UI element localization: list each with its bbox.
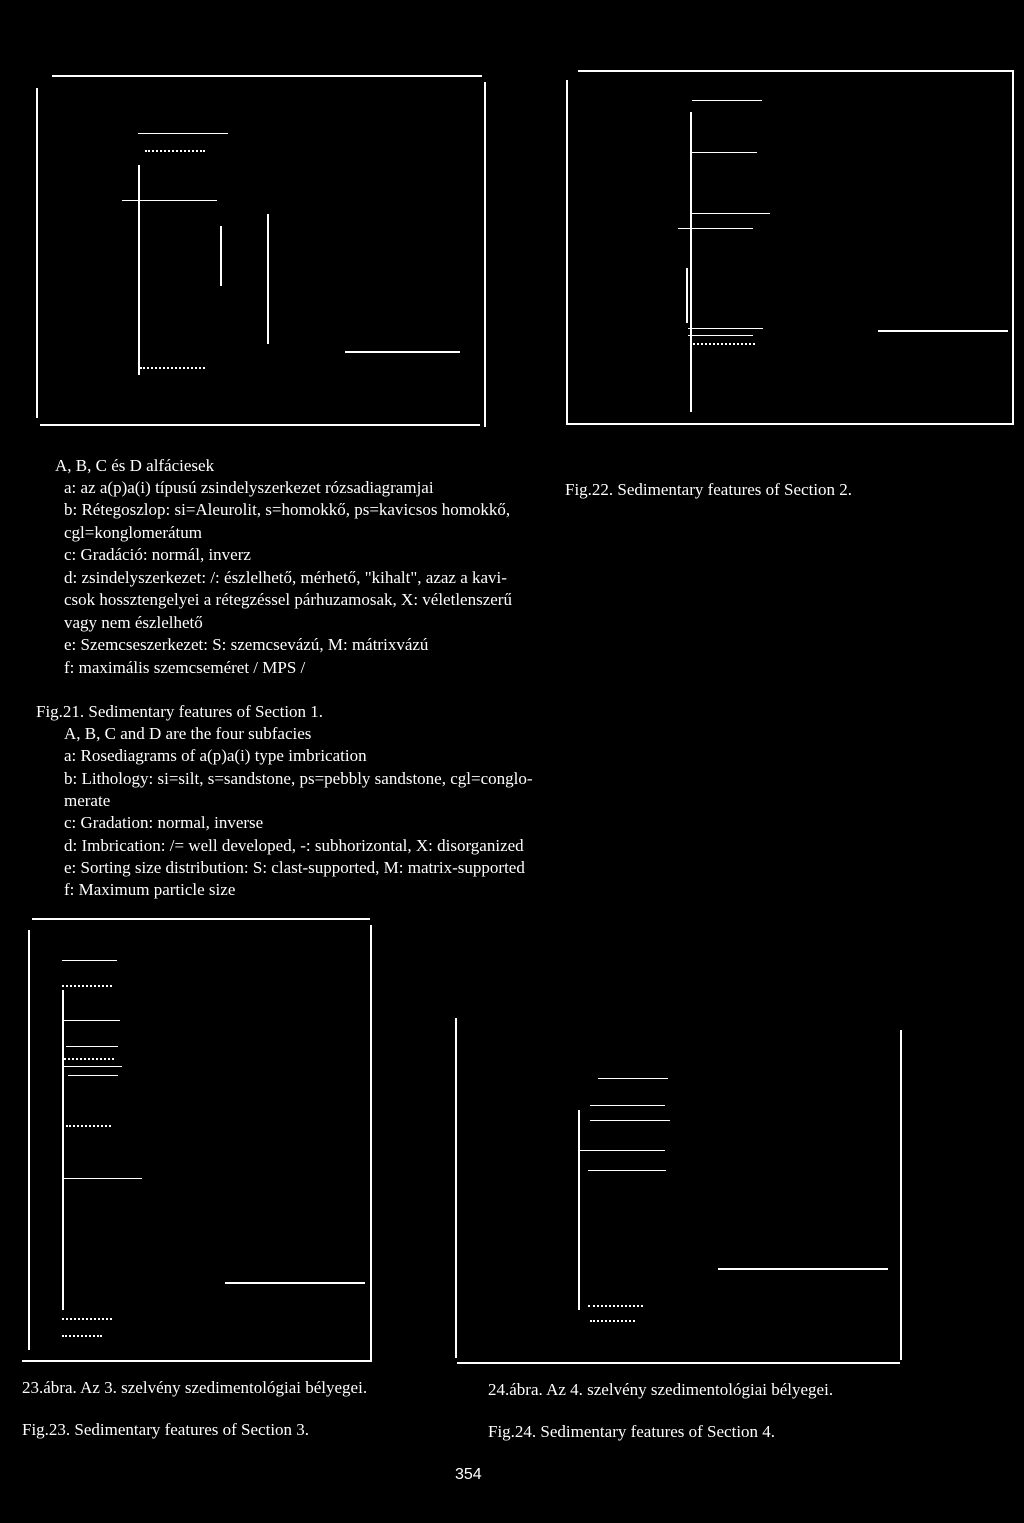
page-number: 354 bbox=[455, 1466, 482, 1483]
fig24-caption-hu: 24.ábra. Az 4. szelvény szedimentológiai bélyegei. bbox=[488, 1380, 834, 1399]
en-legend-title: Fig.21. Sedimentary features of Section 1. bbox=[36, 702, 324, 721]
en-legend-line-c: c: Gradation: normal, inverse bbox=[64, 813, 264, 832]
fig24-caption-en: Fig.24. Sedimentary features of Section 4. bbox=[488, 1422, 776, 1441]
en-legend-line-e: e: Sorting size distribution: S: clast-supported, M: matrix-supported bbox=[64, 858, 525, 877]
hu-legend-line-a: a: az a(p)a(i) típusú zsindelyszerkezet rózsadiagramjai bbox=[64, 478, 434, 497]
en-legend-line-subfacies: A, B, C and D are the four subfacies bbox=[64, 724, 312, 743]
hu-legend-line-f: f: maximális szemcseméret / MPS / bbox=[64, 658, 306, 677]
hu-legend-line-b: b: Rétegoszlop: si=Aleurolit, s=homokkő, ps=kavicsos homokkő, bbox=[64, 500, 511, 519]
hu-legend-line-e: e: Szemcseszerkezet: S: szemcsevázú, M: mátrixvázú bbox=[64, 635, 429, 654]
en-legend-line-f: f: Maximum particle size bbox=[64, 880, 236, 899]
fig23-caption-en: Fig.23. Sedimentary features of Section 3. bbox=[22, 1420, 310, 1439]
en-legend-line-b: b: Lithology: si=silt, s=sandstone, ps=pebbly sandstone, cgl=conglo- bbox=[64, 769, 533, 788]
en-legend-line-a: a: Rosediagrams of a(p)a(i) type imbrication bbox=[64, 746, 367, 765]
en-legend-line-d: d: Imbrication: /= well developed, -: subhorizontal, X: disorganized bbox=[64, 836, 524, 855]
en-legend-line-b2: merate bbox=[64, 791, 111, 810]
hu-legend-line-b2: cgl=konglomerátum bbox=[64, 523, 203, 542]
fig22-caption: Fig.22. Sedimentary features of Section 2. bbox=[565, 480, 853, 499]
hu-legend-line-d: d: zsindelyszerkezet: /: észlelhető, mérhető, "kihalt", azaz a kavi- bbox=[64, 568, 507, 587]
hu-legend-title: A, B, C és D alfáciesek bbox=[55, 456, 215, 475]
hu-legend-line-d3: vagy nem észlelhető bbox=[64, 613, 203, 632]
hu-legend-line-d2: csok hossztengelyei a rétegzéssel párhuzamosak, X: véletlenszerű bbox=[64, 590, 512, 609]
hu-legend-line-c: c: Gradáció: normál, inverz bbox=[64, 545, 251, 564]
fig23-caption-hu: 23.ábra. Az 3. szelvény szedimentológiai bélyegei. bbox=[22, 1378, 368, 1397]
